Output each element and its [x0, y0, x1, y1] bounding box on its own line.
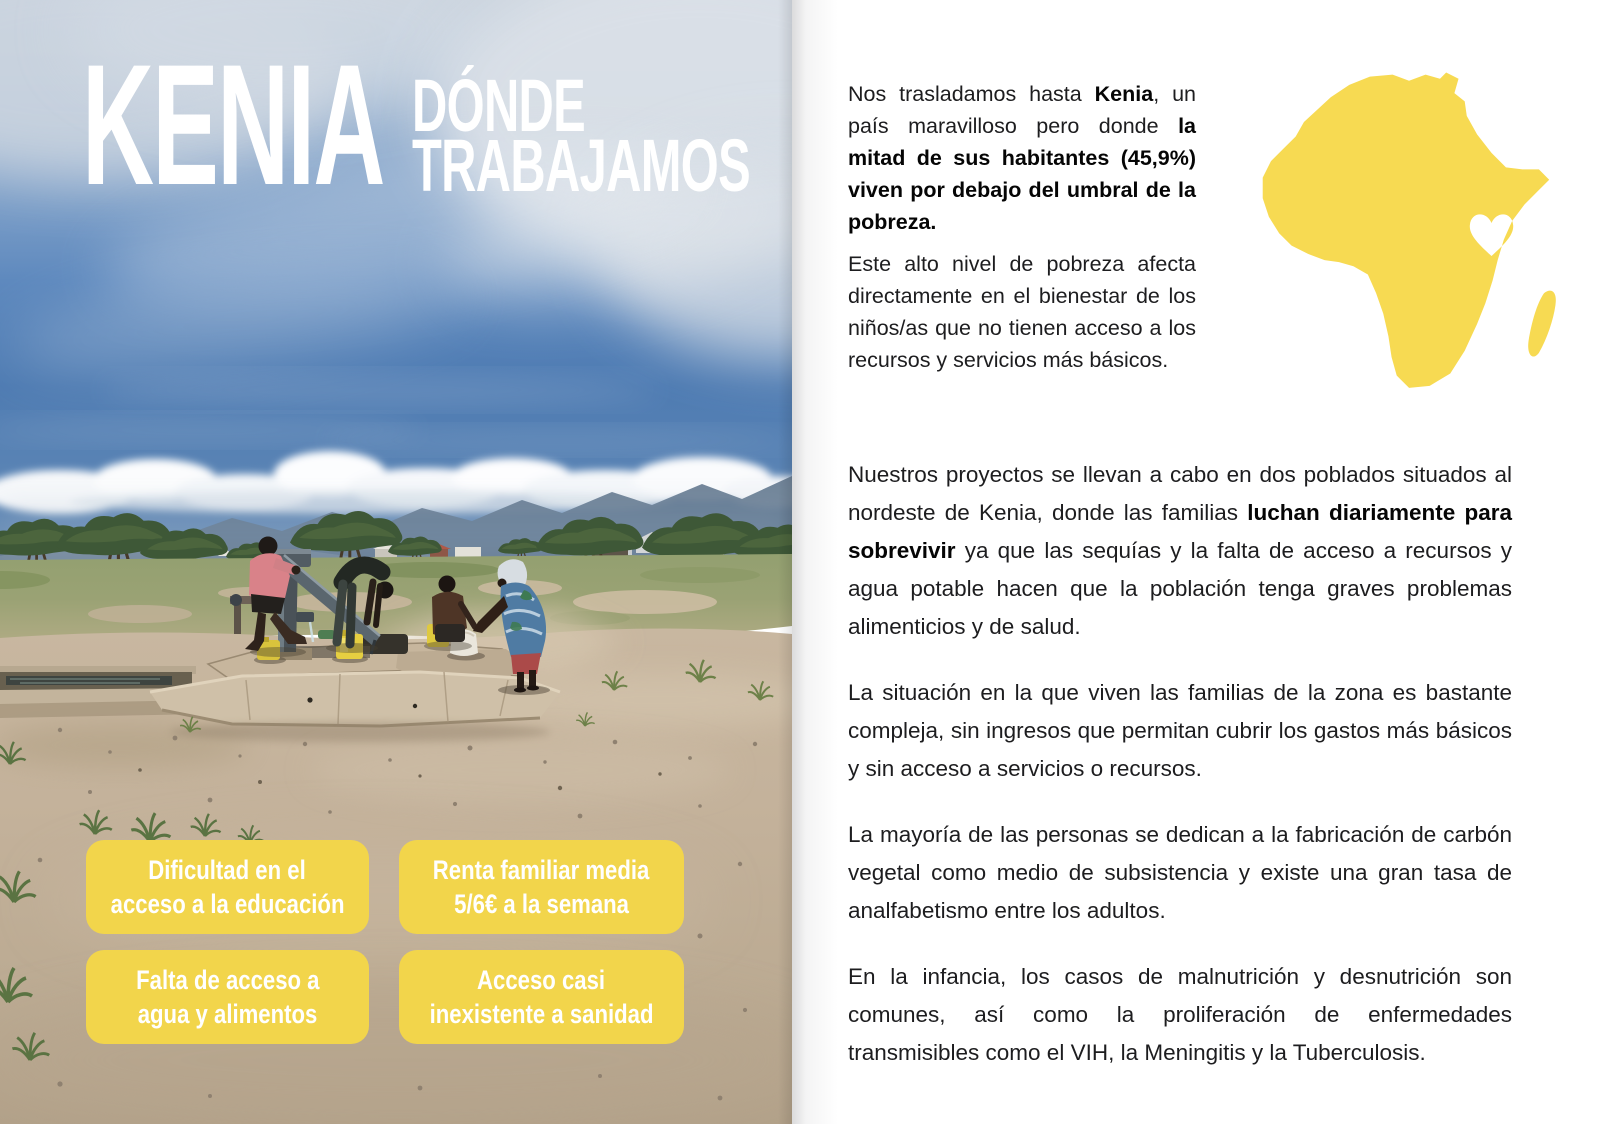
page-subtitle [412, 64, 792, 207]
intro-paragraph-1: Nos trasladamos hasta Kenia, un país maravilloso pero donde la mitad de sus habitantes (45,9%) viven por debajo del umbral de la pobreza. [848, 82, 1196, 234]
paragraph-situation: La situación en la que viven las familias de la zona es bastante compleja, sin ingresos que permitan cubrir los gastos más básicos y sin acceso a servicios o recursos. [848, 680, 1512, 781]
paragraph-projects: Nuestros proyectos se llevan a cabo en dos poblados situados al nordeste de Kenia, donde las familias luchan diariamente para sobrevivir ya que las sequías y la falta de acceso a recursos y agua potable hacen que la población tenga graves problemas alimenticios y de salud. [848, 462, 1512, 639]
africa-map-heart-icon [1242, 54, 1572, 430]
intro-paragraphs [848, 78, 1196, 386]
text-pane [792, 0, 1600, 1124]
badge-water-food: Falta de acceso a agua y alimentos [86, 950, 369, 1044]
subtitle-line-1: DÓNDE [412, 64, 586, 147]
paragraph-childhood: En la infancia, los casos de malnutrición y desnutrición son comunes, así como la proliferación de enfermedades transmisibles como el VIH, la Meningitis y la Tuberculosis. [848, 964, 1512, 1065]
paragraph-charcoal: La mayoría de las personas se dedican a la fabricación de carbón vegetal como medio de subsistencia y existe una gran tasa de analfabetismo entre los adultos. [848, 822, 1512, 923]
info-badges [86, 840, 684, 1044]
badge-health: Acceso casi inexistente a sanidad [399, 950, 684, 1044]
intro-row [848, 78, 1600, 430]
photo-edge-shade [778, 0, 792, 1124]
subtitle-line-2: TRABAJAMOS [412, 124, 751, 207]
article [792, 0, 1600, 1072]
kenya-photo-pane [0, 0, 792, 1124]
badge-income: Renta familiar media 5/6€ a la semana [399, 840, 684, 934]
page-title: KENIA [82, 29, 384, 221]
badge-education: Dificultad en el acceso a la educación [86, 840, 369, 934]
intro-paragraph-2: Este alto nivel de pobreza afecta directamente en el bienestar de los niños/as que no tienen acceso a los recursos y servicios más básicos. [848, 252, 1196, 372]
africa-map-svg [1242, 54, 1572, 425]
